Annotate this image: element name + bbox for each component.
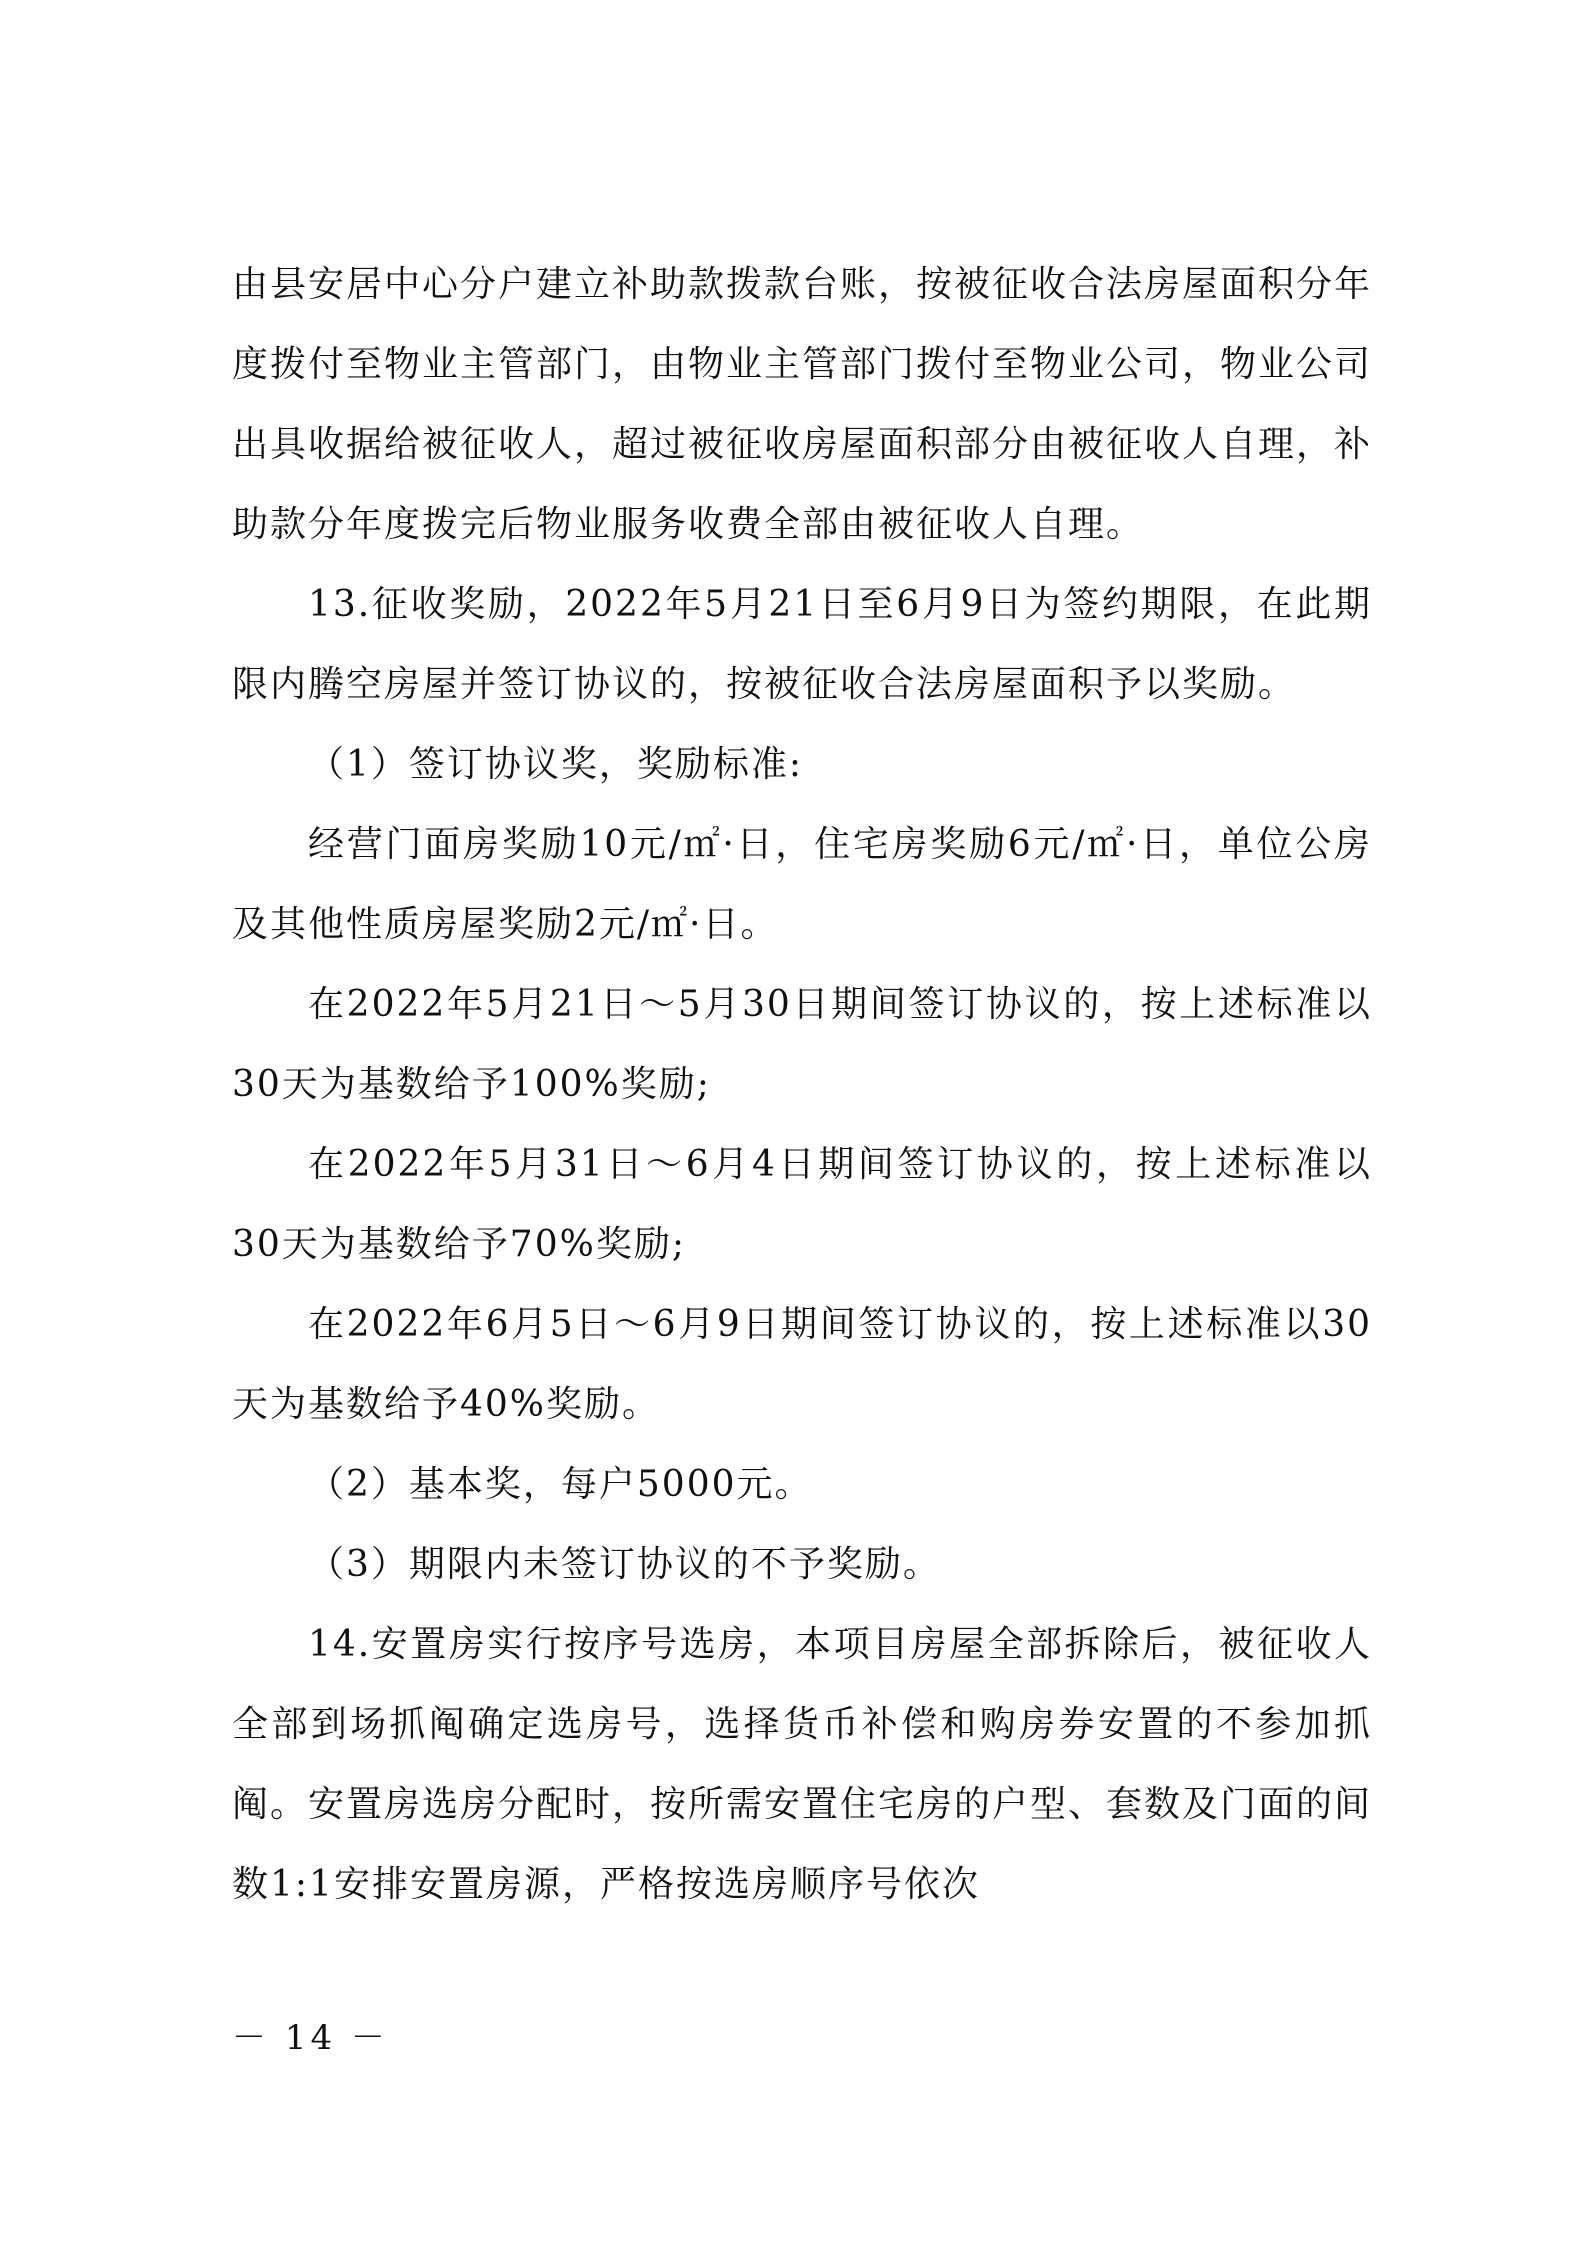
page-number: － 14 － (232, 2018, 389, 2058)
paragraph-reward-standard: 经营门面房奖励10元/㎡·日，住宅房奖励6元/㎡·日，单位公房及其他性质房屋奖励2元/㎡·日。 (232, 824, 1372, 945)
paragraph-period-2: 在2022年5月31日～6月4日期间签订协议的，按上述标准以30天为基数给予70%奖励; (232, 1144, 1372, 1265)
document-body (232, 245, 1372, 1925)
paragraph-item-14: 14.安置房实行按序号选房，本项目房屋全部拆除后，被征收人全部到场抓阄确定选房号，选择货币补偿和购房券安置的不参加抓阄。安置房选房分配时，按所需安置住宅房的户型、套数及门面的间数1:1安排安置房源，严格按选房顺序号依次 (232, 1624, 1373, 1905)
paragraph-sub-2: （2）基本奖，每户5000元。 (308, 1464, 813, 1505)
paragraph-period-1: 在2022年5月21日～5月30日期间签订协议的，按上述标准以30天为基数给予100%奖励; (232, 984, 1372, 1105)
paragraph-continuation: 由县安居中心分户建立补助款拨款台账，按被征收合法房屋面积分年度拨付至物业主管部门，由物业主管部门拨付至物业公司，物业公司出具收据给被征收人，超过被征收房屋面积部分由被征收人自理，补助款分年度拨完后物业服务收费全部由被征收人自理。 (232, 264, 1373, 545)
paragraph-sub-1: （1）签订协议奖，奖励标准: (308, 744, 804, 785)
paragraph-sub-3: （3）期限内未签订协议的不予奖励。 (308, 1544, 941, 1585)
paragraph-period-3: 在2022年6月5日～6月9日期间签订协议的，按上述标准以30天为基数给予40%奖励。 (232, 1304, 1372, 1425)
paragraph-item-13: 13.征收奖励，2022年5月21日至6月9日为签约期限，在此期限内腾空房屋并签订协议的，按被征收合法房屋面积予以奖励。 (232, 584, 1372, 705)
